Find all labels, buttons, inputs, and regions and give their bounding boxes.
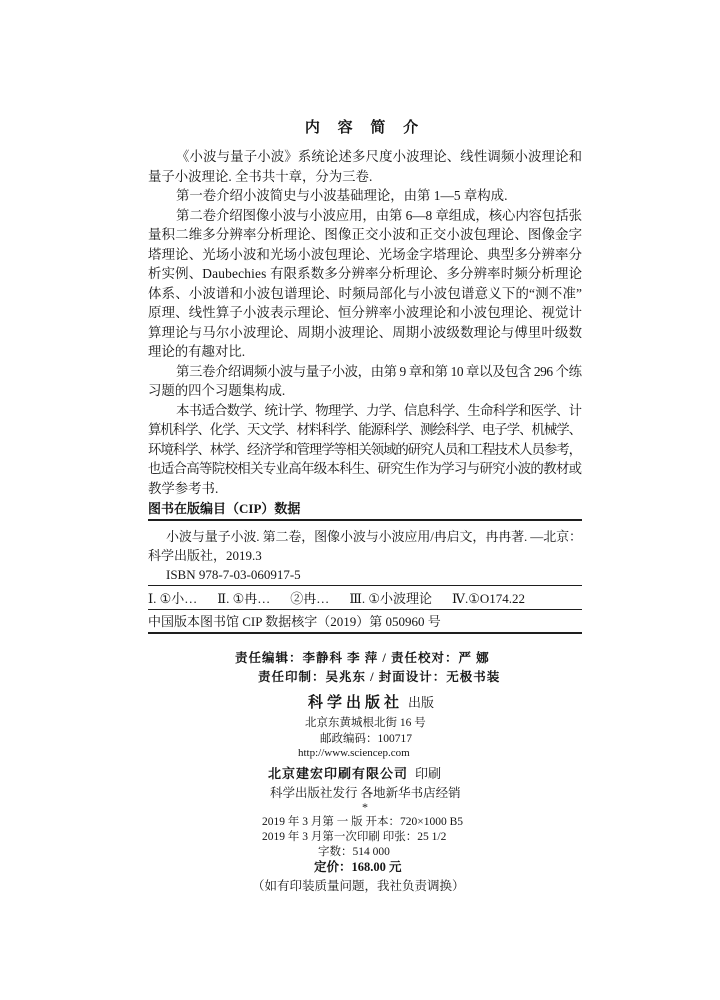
word-count: 字数：514 000 [318,846,390,858]
cip-divider-rule [148,609,582,610]
publisher-website: http://www.sciencep.com [298,747,410,759]
summary-line [148,420,582,440]
summary-line-text: 习题的四个习题集构成. [148,383,286,398]
cip-record-text: 科学出版社，2019.3 [148,548,262,563]
summary-line-text: 原理、线性算子小波表示理论、恒分辨率小波理论和小波包理论、视觉计 [148,305,583,320]
summary-line-text: 第二卷介绍图像小波与小波应用，由第 6—8 章组成，核心内容包括张 [176,207,582,223]
summary-line [148,381,582,401]
production-line: 责任印制：吴兆东 / 封面设计：无极书装 [258,670,501,684]
publisher-address: 北京东黄城根北街 16 号 [305,717,426,729]
summary-line-text: 量积二维多分辨率分析理论、图像正交小波和正交小波包理论、图像金字 [148,227,583,242]
summary-line-text: 环境科学、林学、经济学和管理学等相关领域的研究人员和工程技术人员参考， [148,441,581,457]
summary-line-text: 算机科学、化学、天文学、材料科学、能源科学、测绘科学、电子学、机械学、 [148,422,581,437]
summary-line-text: 教学参考书. [148,480,219,496]
cip-record-text: 小波与量子小波. 第二卷，图像小波与小波应用/冉启文，冉冉著. —北京： [166,529,582,544]
classification-item: Ⅰ. ①小… [148,591,198,606]
distribution-line: 科学出版社发行 各地新华书店经销 [270,786,461,800]
summary-title: 内 容 简 介 [304,120,426,136]
summary-line-text: 也适合高等院校相关专业高年级本科生、研究生作为学习与研究小波的教材或 [148,461,582,476]
summary-line [148,245,582,265]
publisher-role: 出版 [408,695,435,710]
classification-item: Ⅳ.①O174.22 [452,591,526,606]
printer-name: 北京建宏印刷有限公司 [268,766,409,781]
summary-line-text: 本书适合数学、统计学、物理学、力学、信息科学、生命科学和医学、计 [176,402,582,418]
summary-line [148,303,582,323]
cip-record-line [148,565,582,584]
summary-line-text: 第一卷介绍小波简史与小波基础理论，由第 1—5 章构成. [176,188,508,203]
publisher-postcode: 邮政编码：100717 [320,733,412,745]
printer-line [268,765,441,783]
summary-line [148,323,582,343]
summary-line [148,225,582,245]
edition-line: 2019 年 3 月第 一 版 开本：720×1000 B5 [262,816,464,828]
cip-bottom-rule [148,632,582,634]
summary-paragraph [148,362,582,401]
summary-line [148,401,582,421]
classification-item: Ⅲ. ①小波理论 [349,591,433,606]
summary-line-text: 算理论与马尔小波理论、周期小波理论、周期小波级数理论与傅里叶级数 [148,324,583,340]
price: 定价：168.00 元 [314,860,402,874]
summary-line [148,264,582,284]
summary-body [148,147,582,498]
summary-line [148,284,582,304]
separator-asterisk: * [362,800,368,814]
cip-top-rule [148,519,582,521]
summary-line [148,167,582,187]
summary-paragraph [148,147,582,186]
cip-heading: 图书在版编目（CIP）数据 [148,501,301,516]
summary-line-text: 体系、小波谱和小波包谱理论、时频局部化与小波包谱意义下的“测不准” [148,285,583,301]
summary-line [148,206,582,226]
printer-role: 印刷 [415,766,442,781]
summary-line-text: 第三卷介绍调频小波与量子小波，由第 9 章和第 10 章以及包含 296 个练 [176,363,582,379]
cip-number: 中国版本图书馆 CIP 数据核字（2019）第 050960 号 [148,614,441,629]
summary-paragraph [148,401,582,499]
summary-line [148,342,582,362]
cip-isbn: ISBN 978-7-03-060917-5 [166,567,301,582]
quality-notice: （如有印装质量问题，我社负责调换） [252,879,465,893]
summary-line-text: 析实例、Daubechies 有限系数多分辨率分析理论、多分辨率时频分析理论 [148,266,583,281]
classification-item: ②冉… [290,591,330,606]
summary-line-text: 理论的有趣对比. [148,344,246,359]
summary-line-text: 《小波与量子小波》系统论述多尺度小波理论、线性调频小波理论和 [176,149,583,164]
summary-line [148,186,582,206]
summary-line [148,479,582,499]
cip-divider-rule [148,585,582,586]
publisher-line [308,693,434,713]
summary-line [148,440,582,460]
publisher-logo: 科学出版社 [308,695,404,711]
summary-paragraph [148,206,582,362]
classification-item: Ⅱ. ①冉… [217,591,271,606]
cip-record-line [148,546,582,565]
summary-line [148,147,582,167]
cip-classification [148,589,582,608]
summary-line-text: 量子小波理论. 全书共十章，分为三卷. [148,168,373,184]
summary-line-text: 塔理论、光场小波和光场小波包理论、光场金字塔理论、典型多分辨率分 [148,246,583,262]
cip-record-line [148,527,582,546]
printing-line: 2019 年 3 月第一次印刷 印张：25 1/2 [262,831,447,843]
editors-line: 责任编辑：李静科 李 萍 / 责任校对：严 娜 [235,651,490,665]
summary-line [148,459,582,479]
summary-line [148,362,582,382]
summary-paragraph [148,186,582,206]
